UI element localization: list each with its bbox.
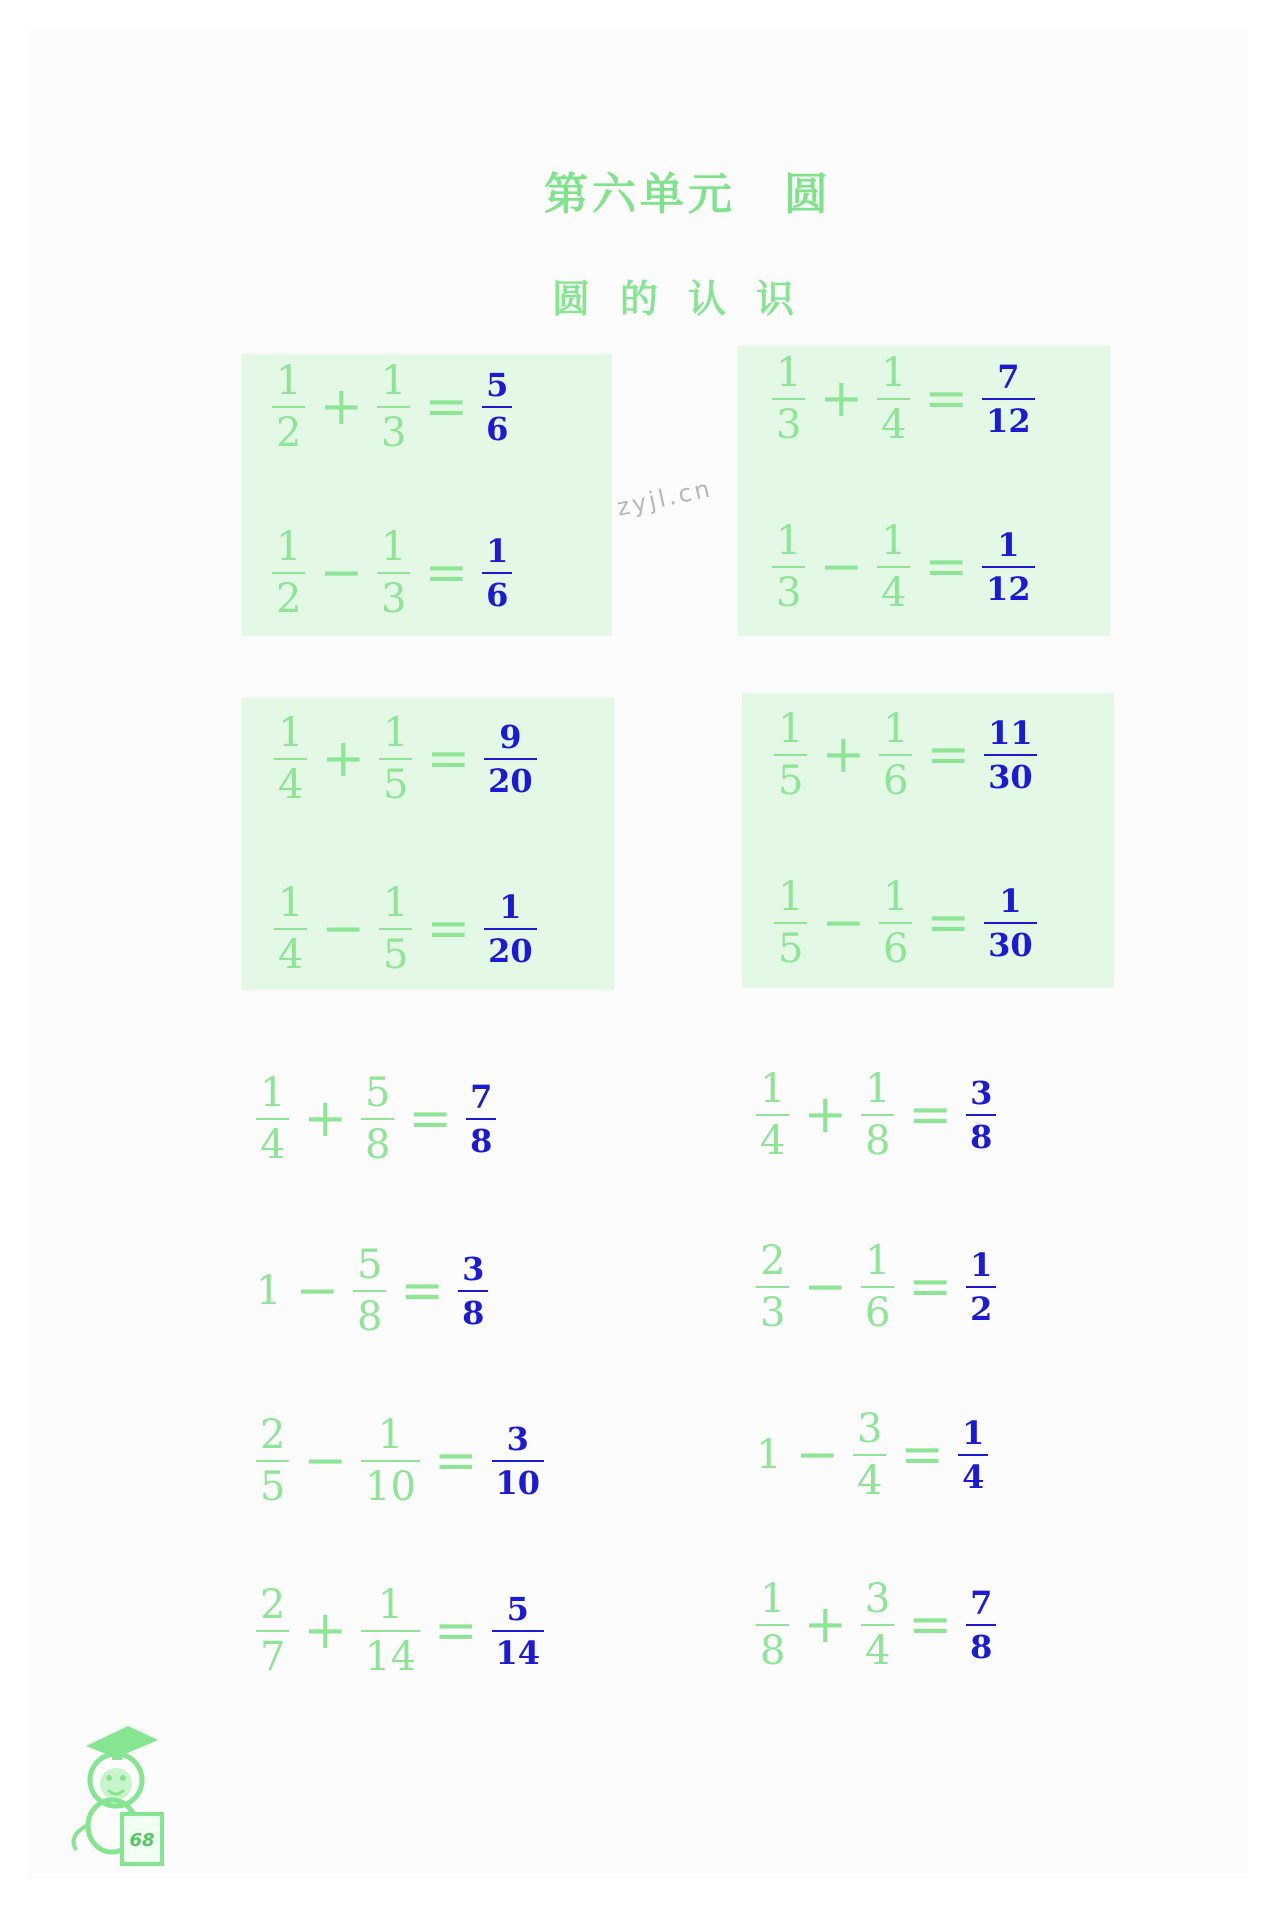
numerator: 1 [276, 524, 302, 570]
fraction-bar [272, 406, 305, 408]
denominator: 8 [365, 1122, 391, 1168]
equation-row [750, 1060, 1002, 1170]
given-fraction [256, 1582, 289, 1680]
numerator: 1 [377, 1582, 404, 1628]
equation-row [266, 518, 518, 628]
numerator: 1 [778, 874, 804, 920]
denominator: 4 [278, 762, 304, 808]
numerator: 3 [857, 1406, 883, 1452]
operator-sign: + [303, 1601, 348, 1661]
denominator: 3 [381, 576, 407, 622]
fraction-bar [492, 1630, 545, 1632]
answer-fraction [984, 882, 1037, 964]
equation-row [268, 874, 543, 984]
fraction-bar [877, 398, 910, 400]
equation-row [250, 1406, 550, 1516]
given-fraction [274, 880, 307, 978]
denominator: 6 [883, 758, 909, 804]
fraction-bar [774, 922, 807, 924]
numerator: 1 [970, 1246, 993, 1284]
fraction-bar [853, 1454, 886, 1456]
denominator: 4 [278, 932, 304, 978]
denominator: 2 [276, 410, 302, 456]
equation-row [750, 1400, 994, 1510]
numerator: 3 [865, 1576, 891, 1622]
denominator: 20 [488, 932, 533, 970]
given-fraction [361, 1412, 420, 1510]
operator-sign: − [819, 537, 864, 597]
numerator: 7 [970, 1584, 993, 1622]
denominator: 10 [365, 1464, 416, 1510]
numerator: 5 [365, 1070, 391, 1116]
equals-sign: = [433, 1601, 478, 1661]
whole-number: 1 [756, 1432, 782, 1478]
given-fraction [853, 1406, 886, 1504]
numerator: 1 [486, 532, 509, 570]
fraction-bar [256, 1118, 289, 1120]
given-fraction [861, 1238, 894, 1336]
fraction-bar [379, 928, 412, 930]
fraction-bar [861, 1624, 894, 1626]
answer-fraction [984, 714, 1037, 796]
denominator: 8 [470, 1122, 493, 1160]
equals-sign: = [908, 1257, 953, 1317]
equals-sign: = [426, 729, 471, 789]
fraction-bar [756, 1286, 789, 1288]
workbook-page [28, 28, 1248, 1878]
equals-sign: = [424, 543, 469, 603]
numerator: 1 [883, 706, 909, 752]
given-fraction [379, 880, 412, 978]
answer-fraction [958, 1414, 988, 1496]
fraction-bar [353, 1290, 386, 1292]
given-fraction [377, 524, 410, 622]
denominator: 3 [776, 402, 802, 448]
fraction-bar [982, 566, 1035, 568]
numerator: 2 [260, 1412, 286, 1458]
given-fraction [774, 874, 807, 972]
denominator: 4 [881, 402, 907, 448]
numerator: 1 [760, 1576, 786, 1622]
denominator: 3 [760, 1290, 786, 1336]
given-fraction [353, 1242, 386, 1340]
monkey-mascot-icon [66, 1716, 176, 1866]
answer-fraction [982, 526, 1035, 608]
numerator: 1 [377, 1412, 404, 1458]
operator-sign: − [821, 893, 866, 953]
answer-fraction [482, 366, 512, 448]
answer-fraction [484, 718, 537, 800]
given-fraction [256, 1412, 289, 1510]
given-fraction [756, 1066, 789, 1164]
operator-sign: − [295, 1261, 340, 1321]
equals-sign: = [426, 899, 471, 959]
answer-fraction [492, 1420, 545, 1502]
numerator: 7 [470, 1078, 493, 1116]
numerator: 3 [970, 1074, 993, 1112]
denominator: 5 [778, 926, 804, 972]
numerator: 1 [881, 350, 907, 396]
numerator: 1 [383, 710, 409, 756]
whole-number: 1 [256, 1268, 282, 1314]
fraction-bar [466, 1118, 496, 1120]
numerator: 5 [506, 1590, 529, 1628]
numerator: 1 [499, 888, 522, 926]
answer-fraction [982, 358, 1035, 440]
fraction-bar [958, 1454, 988, 1456]
fraction-bar [361, 1118, 394, 1120]
denominator: 4 [260, 1122, 286, 1168]
answer-fraction [458, 1250, 488, 1332]
denominator: 6 [486, 410, 509, 448]
numerator: 3 [462, 1250, 485, 1288]
given-fraction [877, 350, 910, 448]
denominator: 2 [276, 576, 302, 622]
equals-sign: = [924, 537, 969, 597]
equation-row [766, 512, 1041, 622]
equation-row [750, 1232, 1002, 1342]
given-fraction [772, 350, 805, 448]
fraction-bar [861, 1114, 894, 1116]
equation-row [268, 704, 543, 814]
fraction-bar [377, 572, 410, 574]
fraction-bar [484, 928, 537, 930]
answer-fraction [966, 1074, 996, 1156]
numerator: 5 [486, 366, 509, 404]
denominator: 3 [381, 410, 407, 456]
denominator: 8 [970, 1628, 993, 1666]
equation-row [768, 868, 1043, 978]
operator-sign: + [319, 377, 364, 437]
denominator: 8 [970, 1118, 993, 1156]
fraction-bar [274, 758, 307, 760]
operator-sign: − [321, 899, 366, 959]
fraction-bar [879, 754, 912, 756]
given-fraction [272, 524, 305, 622]
numerator: 7 [997, 358, 1020, 396]
numerator: 1 [278, 880, 304, 926]
fraction-bar [256, 1460, 289, 1462]
numerator: 1 [778, 706, 804, 752]
fraction-bar [774, 754, 807, 756]
numerator: 1 [865, 1238, 891, 1284]
equation-row [250, 1576, 550, 1686]
answer-fraction [966, 1246, 996, 1328]
operator-sign: + [819, 369, 864, 429]
numerator: 1 [381, 358, 407, 404]
section-title: 圆的认识 [551, 276, 824, 321]
given-fraction [377, 358, 410, 456]
denominator: 8 [462, 1294, 485, 1332]
denominator: 4 [857, 1458, 883, 1504]
denominator: 12 [986, 402, 1031, 440]
fraction-bar [772, 398, 805, 400]
operator-sign: − [319, 543, 364, 603]
fraction-bar [984, 754, 1037, 756]
fraction-bar [379, 758, 412, 760]
answer-fraction [492, 1590, 545, 1672]
given-fraction [861, 1576, 894, 1674]
denominator: 3 [776, 570, 802, 616]
numerator: 1 [883, 874, 909, 920]
answer-fraction [966, 1584, 996, 1666]
watermark: zyjl.cn [614, 474, 716, 522]
numerator: 1 [760, 1066, 786, 1112]
denominator: 4 [962, 1458, 985, 1496]
fraction-bar [484, 758, 537, 760]
numerator: 1 [999, 882, 1022, 920]
operator-sign: + [321, 729, 366, 789]
denominator: 14 [365, 1634, 416, 1680]
fraction-bar [361, 1460, 420, 1462]
given-fraction [274, 710, 307, 808]
given-fraction [272, 358, 305, 456]
fraction-bar [458, 1290, 488, 1292]
operator-sign: + [821, 725, 866, 785]
denominator: 8 [357, 1294, 383, 1340]
fraction-bar [984, 922, 1037, 924]
denominator: 4 [760, 1118, 786, 1164]
fraction-bar [256, 1630, 289, 1632]
equals-sign: = [424, 377, 469, 437]
numerator: 9 [499, 718, 522, 756]
numerator: 1 [383, 880, 409, 926]
fraction-bar [756, 1624, 789, 1626]
denominator: 6 [486, 576, 509, 614]
given-fraction [774, 706, 807, 804]
denominator: 2 [970, 1290, 993, 1328]
fraction-bar [861, 1286, 894, 1288]
fraction-bar [756, 1114, 789, 1116]
given-fraction [861, 1066, 894, 1164]
answer-fraction [482, 532, 512, 614]
numerator: 1 [997, 526, 1020, 564]
equation-row [750, 1570, 1002, 1680]
equals-sign: = [926, 725, 971, 785]
numerator: 1 [278, 710, 304, 756]
fraction-bar [482, 406, 512, 408]
answer-fraction [466, 1078, 496, 1160]
given-fraction [879, 706, 912, 804]
fraction-bar [966, 1286, 996, 1288]
given-fraction [756, 1576, 789, 1674]
operator-sign: + [803, 1085, 848, 1145]
denominator: 5 [383, 932, 409, 978]
denominator: 14 [495, 1634, 541, 1672]
equals-sign: = [433, 1431, 478, 1491]
denominator: 4 [865, 1628, 891, 1674]
denominator: 20 [488, 762, 533, 800]
numerator: 5 [357, 1242, 383, 1288]
numerator: 3 [506, 1420, 529, 1458]
given-fraction [361, 1070, 394, 1168]
denominator: 6 [865, 1290, 891, 1336]
denominator: 5 [383, 762, 409, 808]
numerator: 1 [881, 518, 907, 564]
numerator: 1 [276, 358, 302, 404]
numerator: 1 [260, 1070, 286, 1116]
fraction-bar [274, 928, 307, 930]
unit-title: 第六单元 圆 [544, 169, 832, 220]
fraction-bar [272, 572, 305, 574]
denominator: 8 [760, 1628, 786, 1674]
given-fraction [772, 518, 805, 616]
fraction-bar [377, 406, 410, 408]
operator-sign: − [303, 1431, 348, 1491]
operator-sign: + [803, 1595, 848, 1655]
equals-sign: = [900, 1425, 945, 1485]
given-fraction [361, 1582, 420, 1680]
denominator: 6 [883, 926, 909, 972]
numerator: 11 [988, 714, 1033, 752]
denominator: 5 [778, 758, 804, 804]
equals-sign: = [400, 1261, 445, 1321]
equation-row [766, 344, 1041, 454]
operator-sign: − [803, 1257, 848, 1317]
denominator: 30 [988, 758, 1033, 796]
operator-sign: + [303, 1089, 348, 1149]
numerator: 2 [260, 1582, 286, 1628]
numerator: 1 [776, 350, 802, 396]
equals-sign: = [926, 893, 971, 953]
numerator: 1 [381, 524, 407, 570]
given-fraction [256, 1070, 289, 1168]
fraction-bar [879, 922, 912, 924]
denominator: 12 [986, 570, 1031, 608]
equals-sign: = [408, 1089, 453, 1149]
denominator: 5 [260, 1464, 286, 1510]
numerator: 1 [865, 1066, 891, 1112]
answer-fraction [484, 888, 537, 970]
numerator: 2 [760, 1238, 786, 1284]
equation-row [250, 1064, 502, 1174]
equals-sign: = [924, 369, 969, 429]
denominator: 30 [988, 926, 1033, 964]
page-number: 68 [129, 1830, 155, 1851]
denominator: 4 [881, 570, 907, 616]
denominator: 10 [495, 1464, 541, 1502]
fraction-bar [772, 566, 805, 568]
given-fraction [379, 710, 412, 808]
numerator: 1 [962, 1414, 985, 1452]
equals-sign: = [908, 1595, 953, 1655]
equation-row [266, 352, 518, 462]
fraction-bar [361, 1630, 420, 1632]
fraction-bar [966, 1624, 996, 1626]
denominator: 8 [865, 1118, 891, 1164]
fraction-bar [482, 572, 512, 574]
fraction-bar [966, 1114, 996, 1116]
equation-row [768, 700, 1043, 810]
operator-sign: − [795, 1425, 840, 1485]
given-fraction [879, 874, 912, 972]
numerator: 1 [776, 518, 802, 564]
equals-sign: = [908, 1085, 953, 1145]
fraction-bar [492, 1460, 545, 1462]
given-fraction [877, 518, 910, 616]
denominator: 7 [260, 1634, 286, 1680]
equation-row [250, 1236, 494, 1346]
given-fraction [756, 1238, 789, 1336]
fraction-bar [982, 398, 1035, 400]
fraction-bar [877, 566, 910, 568]
